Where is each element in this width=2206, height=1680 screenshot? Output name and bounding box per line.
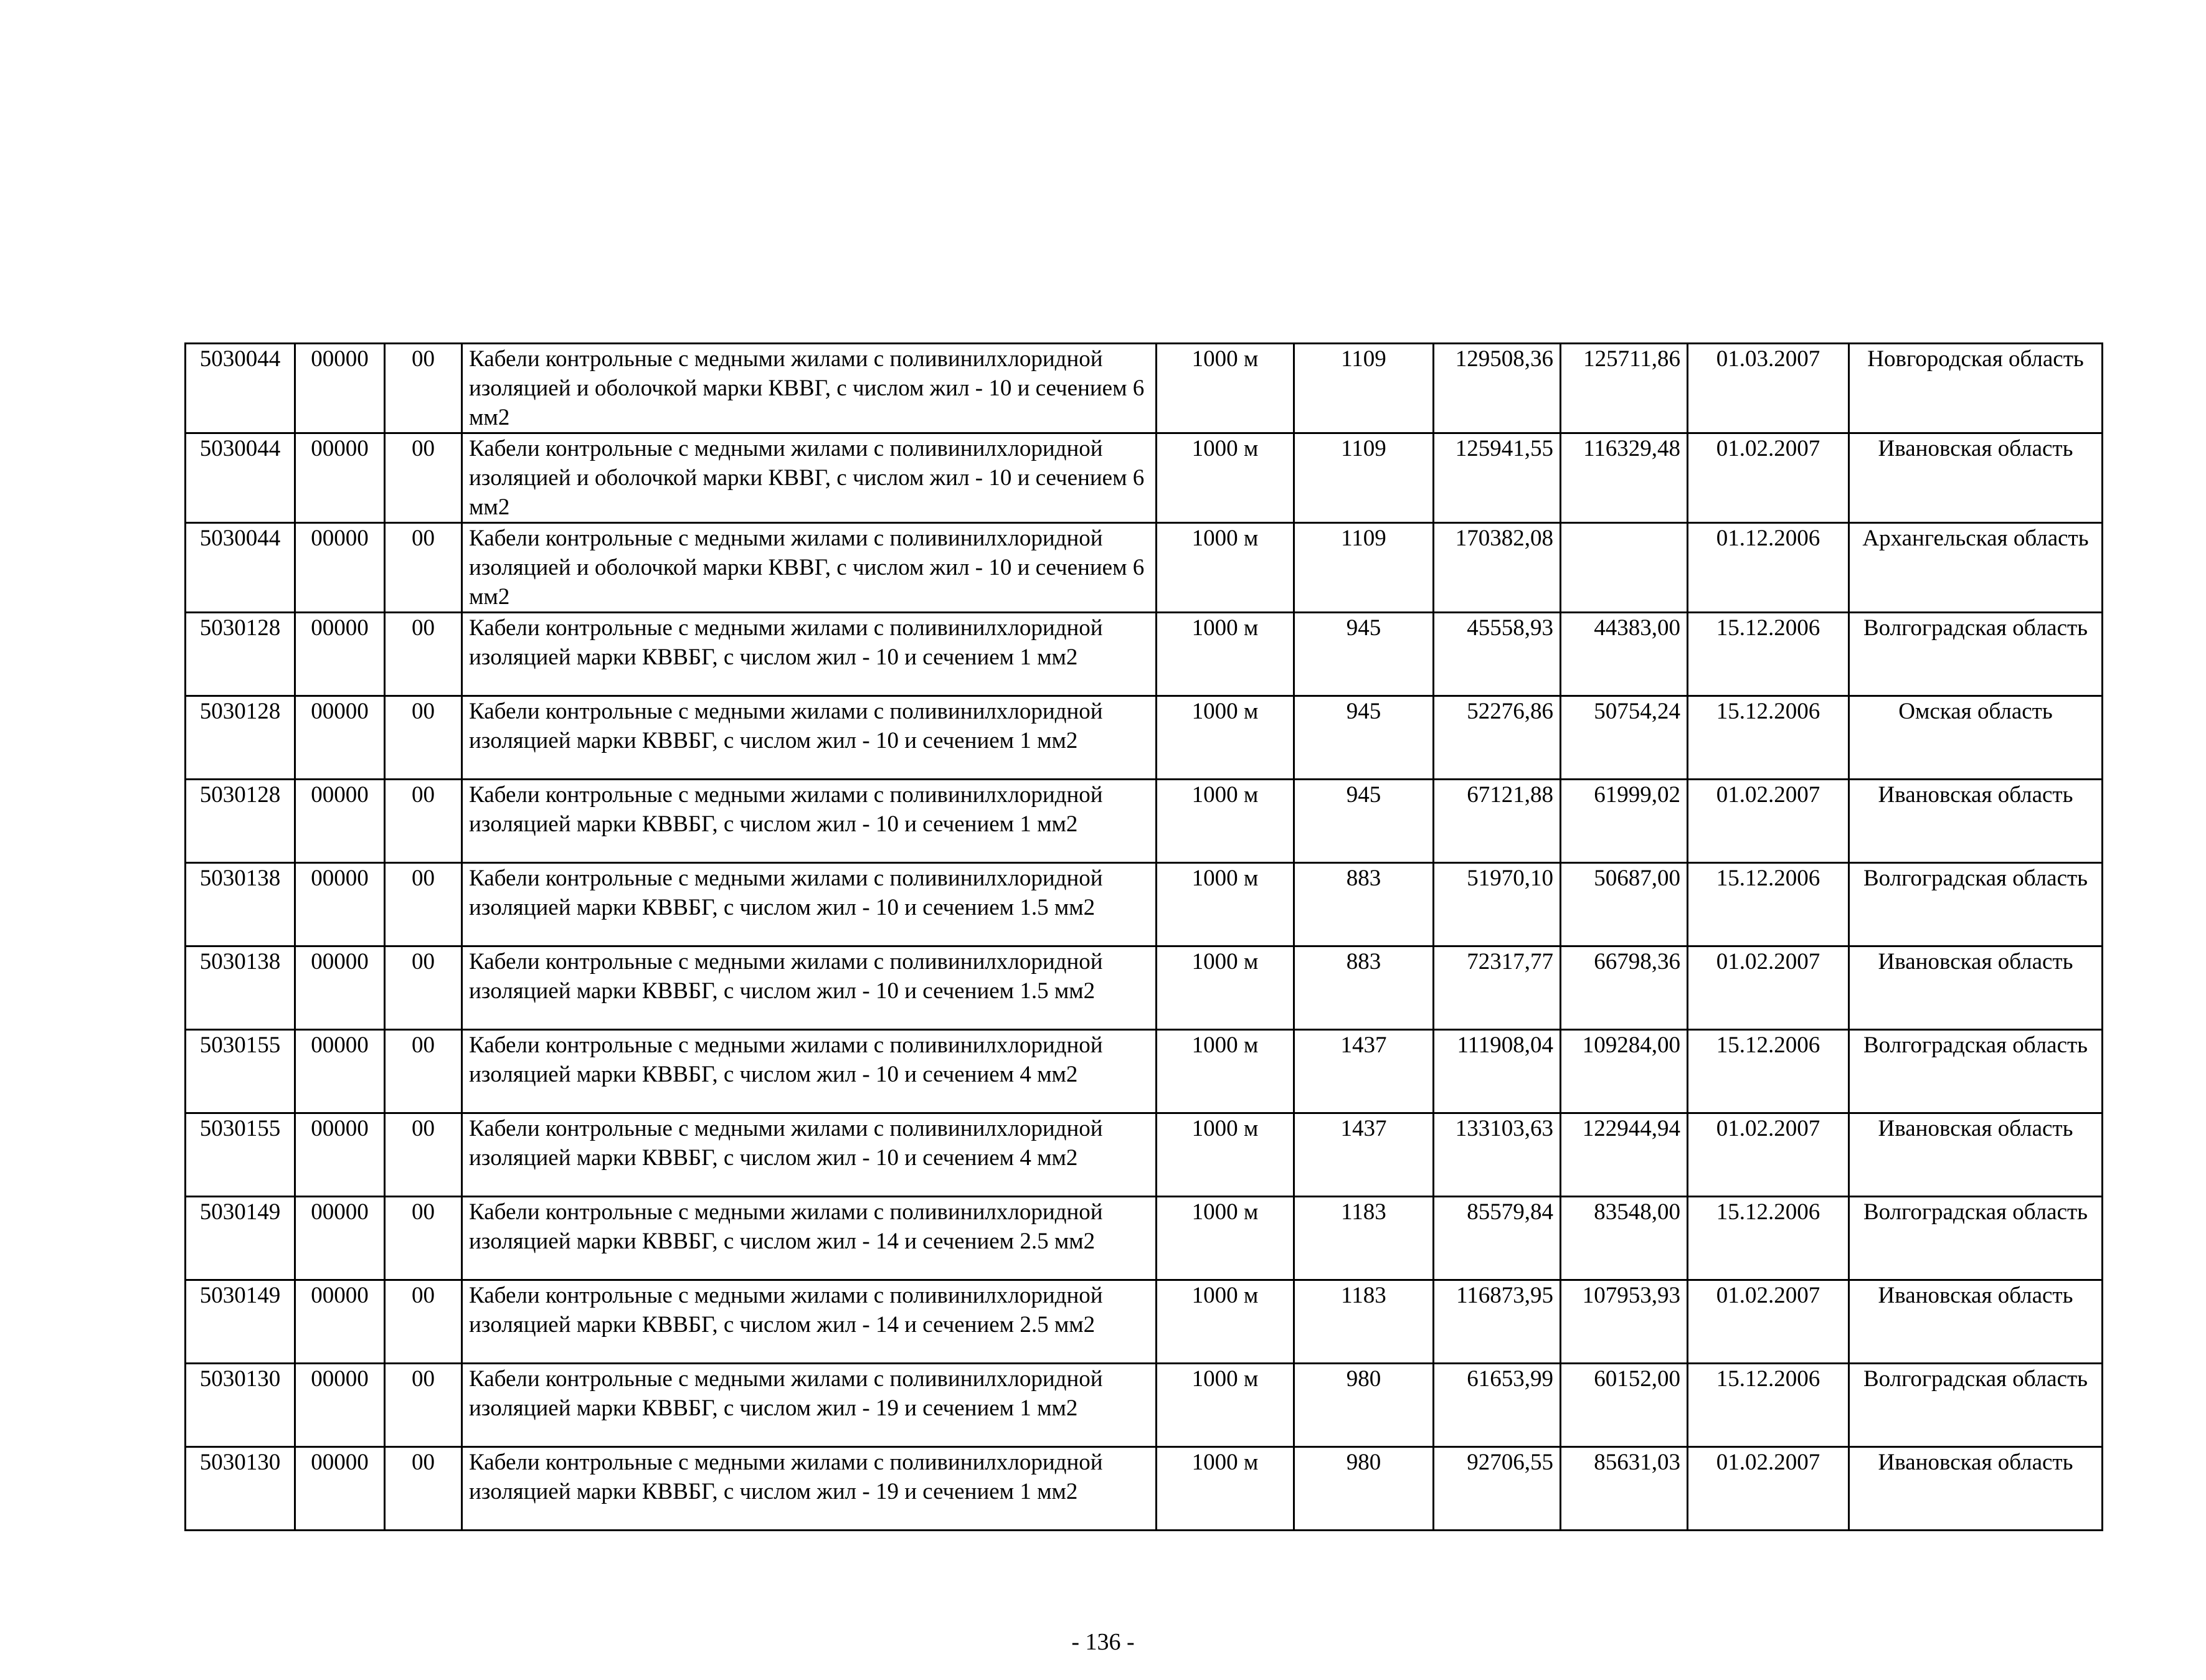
date-cell: 01.02.2007 xyxy=(1688,946,1849,1030)
unit-cell: 1000 м xyxy=(1157,433,1294,523)
price-cell: 129508,36 xyxy=(1434,344,1561,433)
unit-cell: 1000 м xyxy=(1157,1280,1294,1364)
region-cell: Архангельская область xyxy=(1849,523,2103,613)
description-cell: Кабели контрольные с медными жилами с поливинилхлоридной изоляцией марки КВВБГ, с числом жил - 10 и сечением 1 мм2 xyxy=(462,780,1157,863)
description-cell: Кабели контрольные с медными жилами с поливинилхлоридной изоляцией марки КВВБГ, с числом жил - 10 и сечением 1.5 мм2 xyxy=(462,863,1157,946)
ext-code-cell: 00 xyxy=(385,1197,462,1280)
ext-code-cell: 00 xyxy=(385,344,462,433)
sub-code-cell: 00000 xyxy=(295,523,385,613)
description-cell: Кабели контрольные с медными жилами с поливинилхлоридной изоляцией и оболочкой марки КВВГ, с числом жил - 10 и сечением 6 мм2 xyxy=(462,523,1157,613)
ext-code-cell: 00 xyxy=(385,433,462,523)
sub-code-cell: 00000 xyxy=(295,1197,385,1280)
sub-code-cell: 00000 xyxy=(295,433,385,523)
ext-code-cell: 00 xyxy=(385,523,462,613)
table-row xyxy=(186,696,2103,780)
description-cell: Кабели контрольные с медными жилами с поливинилхлоридной изоляцией и оболочкой марки КВВГ, с числом жил - 10 и сечением 6 мм2 xyxy=(462,433,1157,523)
sub-code-cell: 00000 xyxy=(295,863,385,946)
sub-code-cell: 00000 xyxy=(295,1364,385,1447)
date-cell: 15.12.2006 xyxy=(1688,1030,1849,1113)
sub-code-cell: 00000 xyxy=(295,946,385,1030)
description-cell: Кабели контрольные с медными жилами с поливинилхлоридной изоляцией марки КВВБГ, с числом жил - 10 и сечением 1 мм2 xyxy=(462,696,1157,780)
price-cell: 92706,55 xyxy=(1434,1447,1561,1531)
unit-cell: 1000 м xyxy=(1157,1364,1294,1447)
price-excl-vat-cell xyxy=(1561,523,1688,613)
ext-code-cell: 00 xyxy=(385,1030,462,1113)
okei-code-cell: 1109 xyxy=(1294,523,1434,613)
description-cell: Кабели контрольные с медными жилами с поливинилхлоридной изоляцией марки КВВБГ, с числом жил - 19 и сечением 1 мм2 xyxy=(462,1364,1157,1447)
product-code-cell: 5030155 xyxy=(186,1113,295,1197)
ext-code-cell: 00 xyxy=(385,780,462,863)
price-excl-vat-cell: 83548,00 xyxy=(1561,1197,1688,1280)
product-code-cell: 5030149 xyxy=(186,1197,295,1280)
price-cell: 67121,88 xyxy=(1434,780,1561,863)
okei-code-cell: 1109 xyxy=(1294,344,1434,433)
table-row xyxy=(186,1447,2103,1531)
table-body xyxy=(186,344,2103,1531)
product-code-cell: 5030130 xyxy=(186,1447,295,1531)
description-cell: Кабели контрольные с медными жилами с поливинилхлоридной изоляцией марки КВВБГ, с числом жил - 10 и сечением 1.5 мм2 xyxy=(462,946,1157,1030)
table-row xyxy=(186,433,2103,523)
region-cell: Ивановская область xyxy=(1849,1447,2103,1531)
description-cell: Кабели контрольные с медными жилами с поливинилхлоридной изоляцией марки КВВБГ, с числом жил - 10 и сечением 4 мм2 xyxy=(462,1030,1157,1113)
price-cell: 45558,93 xyxy=(1434,613,1561,696)
ext-code-cell: 00 xyxy=(385,863,462,946)
region-cell: Омская область xyxy=(1849,696,2103,780)
unit-cell: 1000 м xyxy=(1157,523,1294,613)
description-cell: Кабели контрольные с медными жилами с поливинилхлоридной изоляцией марки КВВБГ, с числом жил - 10 и сечением 4 мм2 xyxy=(462,1113,1157,1197)
region-cell: Ивановская область xyxy=(1849,946,2103,1030)
sub-code-cell: 00000 xyxy=(295,1447,385,1531)
price-excl-vat-cell: 61999,02 xyxy=(1561,780,1688,863)
price-excl-vat-cell: 44383,00 xyxy=(1561,613,1688,696)
price-excl-vat-cell: 50754,24 xyxy=(1561,696,1688,780)
region-cell: Новгородская область xyxy=(1849,344,2103,433)
table-row xyxy=(186,946,2103,1030)
sub-code-cell: 00000 xyxy=(295,1113,385,1197)
product-code-cell: 5030149 xyxy=(186,1280,295,1364)
product-code-cell: 5030128 xyxy=(186,780,295,863)
ext-code-cell: 00 xyxy=(385,946,462,1030)
price-cell: 85579,84 xyxy=(1434,1197,1561,1280)
table-row xyxy=(186,863,2103,946)
table-row xyxy=(186,1197,2103,1280)
sub-code-cell: 00000 xyxy=(295,344,385,433)
date-cell: 15.12.2006 xyxy=(1688,696,1849,780)
okei-code-cell: 1437 xyxy=(1294,1030,1434,1113)
description-cell: Кабели контрольные с медными жилами с поливинилхлоридной изоляцией марки КВВБГ, с числом жил - 10 и сечением 1 мм2 xyxy=(462,613,1157,696)
date-cell: 15.12.2006 xyxy=(1688,863,1849,946)
ext-code-cell: 00 xyxy=(385,1113,462,1197)
price-excl-vat-cell: 60152,00 xyxy=(1561,1364,1688,1447)
price-excl-vat-cell: 122944,94 xyxy=(1561,1113,1688,1197)
okei-code-cell: 883 xyxy=(1294,946,1434,1030)
price-cell: 51970,10 xyxy=(1434,863,1561,946)
sub-code-cell: 00000 xyxy=(295,1030,385,1113)
sub-code-cell: 00000 xyxy=(295,1280,385,1364)
unit-cell: 1000 м xyxy=(1157,946,1294,1030)
date-cell: 01.02.2007 xyxy=(1688,1280,1849,1364)
region-cell: Волгоградская область xyxy=(1849,1364,2103,1447)
price-excl-vat-cell: 116329,48 xyxy=(1561,433,1688,523)
unit-cell: 1000 м xyxy=(1157,613,1294,696)
ext-code-cell: 00 xyxy=(385,696,462,780)
date-cell: 01.02.2007 xyxy=(1688,1113,1849,1197)
description-cell: Кабели контрольные с медными жилами с поливинилхлоридной изоляцией марки КВВБГ, с числом жил - 19 и сечением 1 мм2 xyxy=(462,1447,1157,1531)
price-table xyxy=(184,342,2103,1531)
okei-code-cell: 883 xyxy=(1294,863,1434,946)
okei-code-cell: 1437 xyxy=(1294,1113,1434,1197)
unit-cell: 1000 м xyxy=(1157,1447,1294,1531)
table-row xyxy=(186,1113,2103,1197)
date-cell: 01.12.2006 xyxy=(1688,523,1849,613)
sub-code-cell: 00000 xyxy=(295,613,385,696)
table-row xyxy=(186,1364,2103,1447)
date-cell: 15.12.2006 xyxy=(1688,1364,1849,1447)
date-cell: 01.02.2007 xyxy=(1688,1447,1849,1531)
price-cell: 111908,04 xyxy=(1434,1030,1561,1113)
price-excl-vat-cell: 109284,00 xyxy=(1561,1030,1688,1113)
okei-code-cell: 1183 xyxy=(1294,1197,1434,1280)
product-code-cell: 5030138 xyxy=(186,863,295,946)
product-code-cell: 5030044 xyxy=(186,523,295,613)
sub-code-cell: 00000 xyxy=(295,780,385,863)
region-cell: Ивановская область xyxy=(1849,433,2103,523)
description-cell: Кабели контрольные с медными жилами с поливинилхлоридной изоляцией марки КВВБГ, с числом жил - 14 и сечением 2.5 мм2 xyxy=(462,1197,1157,1280)
price-cell: 61653,99 xyxy=(1434,1364,1561,1447)
price-cell: 125941,55 xyxy=(1434,433,1561,523)
product-code-cell: 5030138 xyxy=(186,946,295,1030)
ext-code-cell: 00 xyxy=(385,1280,462,1364)
okei-code-cell: 945 xyxy=(1294,780,1434,863)
unit-cell: 1000 м xyxy=(1157,1113,1294,1197)
okei-code-cell: 1109 xyxy=(1294,433,1434,523)
okei-code-cell: 980 xyxy=(1294,1364,1434,1447)
region-cell: Волгоградская область xyxy=(1849,613,2103,696)
price-excl-vat-cell: 107953,93 xyxy=(1561,1280,1688,1364)
unit-cell: 1000 м xyxy=(1157,344,1294,433)
table-row xyxy=(186,1280,2103,1364)
description-cell: Кабели контрольные с медными жилами с поливинилхлоридной изоляцией и оболочкой марки КВВГ, с числом жил - 10 и сечением 6 мм2 xyxy=(462,344,1157,433)
okei-code-cell: 980 xyxy=(1294,1447,1434,1531)
product-code-cell: 5030128 xyxy=(186,696,295,780)
okei-code-cell: 945 xyxy=(1294,696,1434,780)
product-code-cell: 5030044 xyxy=(186,433,295,523)
date-cell: 01.02.2007 xyxy=(1688,433,1849,523)
table-row xyxy=(186,523,2103,613)
okei-code-cell: 1183 xyxy=(1294,1280,1434,1364)
unit-cell: 1000 м xyxy=(1157,863,1294,946)
ext-code-cell: 00 xyxy=(385,1364,462,1447)
price-excl-vat-cell: 125711,86 xyxy=(1561,344,1688,433)
unit-cell: 1000 м xyxy=(1157,696,1294,780)
unit-cell: 1000 м xyxy=(1157,1030,1294,1113)
date-cell: 15.12.2006 xyxy=(1688,613,1849,696)
price-cell: 52276,86 xyxy=(1434,696,1561,780)
table-row xyxy=(186,1030,2103,1113)
sub-code-cell: 00000 xyxy=(295,696,385,780)
table-row xyxy=(186,780,2103,863)
date-cell: 15.12.2006 xyxy=(1688,1197,1849,1280)
region-cell: Волгоградская область xyxy=(1849,1030,2103,1113)
price-cell: 133103,63 xyxy=(1434,1113,1561,1197)
price-excl-vat-cell: 50687,00 xyxy=(1561,863,1688,946)
region-cell: Ивановская область xyxy=(1849,1280,2103,1364)
ext-code-cell: 00 xyxy=(385,1447,462,1531)
product-code-cell: 5030155 xyxy=(186,1030,295,1113)
region-cell: Волгоградская область xyxy=(1849,863,2103,946)
price-cell: 170382,08 xyxy=(1434,523,1561,613)
page-number: - 136 - xyxy=(1071,1629,1135,1655)
product-code-cell: 5030130 xyxy=(186,1364,295,1447)
okei-code-cell: 945 xyxy=(1294,613,1434,696)
price-excl-vat-cell: 85631,03 xyxy=(1561,1447,1688,1531)
unit-cell: 1000 м xyxy=(1157,1197,1294,1280)
region-cell: Ивановская область xyxy=(1849,1113,2103,1197)
description-cell: Кабели контрольные с медными жилами с поливинилхлоридной изоляцией марки КВВБГ, с числом жил - 14 и сечением 2.5 мм2 xyxy=(462,1280,1157,1364)
price-cell: 116873,95 xyxy=(1434,1280,1561,1364)
price-cell: 72317,77 xyxy=(1434,946,1561,1030)
region-cell: Ивановская область xyxy=(1849,780,2103,863)
price-excl-vat-cell: 66798,36 xyxy=(1561,946,1688,1030)
date-cell: 01.03.2007 xyxy=(1688,344,1849,433)
unit-cell: 1000 м xyxy=(1157,780,1294,863)
table-row xyxy=(186,613,2103,696)
ext-code-cell: 00 xyxy=(385,613,462,696)
date-cell: 01.02.2007 xyxy=(1688,780,1849,863)
table-row xyxy=(186,344,2103,433)
product-code-cell: 5030044 xyxy=(186,344,295,433)
product-code-cell: 5030128 xyxy=(186,613,295,696)
region-cell: Волгоградская область xyxy=(1849,1197,2103,1280)
